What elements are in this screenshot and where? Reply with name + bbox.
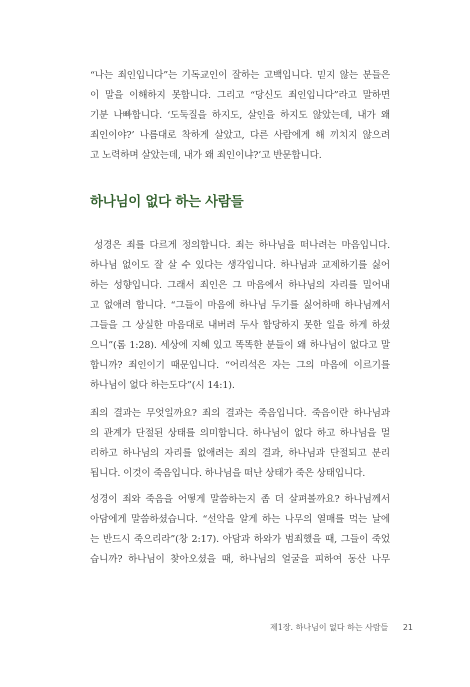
running-footer xyxy=(270,622,414,633)
text-line: 하는 성향입니다. 그래서 죄인은 그 마음에서 하나님의 자리를 밀어내 xyxy=(90,280,390,291)
paragraph-2 xyxy=(90,236,390,396)
text-line: 됩니다. 이것이 죽음입니다. 하나님을 떠난 상태가 죽은 상태입니다. xyxy=(90,468,366,479)
paragraph-1 xyxy=(90,66,390,166)
text-line: 으니”(롬 1:28). 세상에 지혜 있고 똑똑한 분들이 왜 하나님이 없다고 말 xyxy=(90,340,390,351)
text-line: 리하고 하나님의 자리를 없애려는 죄의 결과, 하나님과 단절되고 분리 xyxy=(90,448,390,459)
text-line: 고 없애려 합니다. “그들이 마음에 하나님 두기를 싫어하매 하나님께서 xyxy=(90,300,390,311)
text-line: 죄인이야?’ 나름대로 착하게 살았고, 다른 사람에게 해 끼치지 않으려 xyxy=(90,130,390,141)
paragraph-3 xyxy=(90,404,390,484)
footer-chapter-title: 제1장. 하나님이 없다 하는 사람들 xyxy=(270,623,389,632)
page-number: 21 xyxy=(402,623,414,632)
text-line: 성경은 죄를 다르게 정의합니다. 죄는 하나님을 떠나려는 마음입니다. xyxy=(94,240,390,251)
text-line: 아담에게 말씀하셨습니다. “선악을 알게 하는 나무의 열매를 먹는 날에 xyxy=(90,514,390,525)
text-line: 이 말을 이해하지 못합니다. 그리고 “당신도 죄인입니다”라고 말하면 xyxy=(90,90,390,101)
text-line: 고 노력하며 살았는데, 내가 왜 죄인이냐?’고 반문합니다. xyxy=(90,150,322,161)
text-line: 합니까? 죄인이기 때문입니다. “어리석은 자는 그의 마음에 이르기를 xyxy=(90,360,390,371)
text-line: 는 반드시 죽으리라”(창 2:17). 아담과 하와가 범죄했을 때, 그들이 죽었 xyxy=(90,534,390,545)
text-line: 죄의 결과는 무엇일까요? 죄의 결과는 죽음입니다. 죽음이란 하나님과 xyxy=(90,408,390,419)
section-heading: 하나님이 없다 하는 사람들 xyxy=(90,194,244,210)
text-line: 성경이 죄와 죽음을 어떻게 말씀하는지 좀 더 살펴볼까요? 하나님께서 xyxy=(90,494,390,505)
paragraph-4 xyxy=(90,490,390,570)
text-line: 그들을 그 상실한 마음대로 내버려 두사 합당하지 못한 일을 하게 하셨 xyxy=(90,320,390,331)
text-line: 하나님 없이도 잘 살 수 있다는 생각입니다. 하나님과 교제하기를 싫어 xyxy=(90,260,390,271)
text-line: 기분 나빠합니다. ‘도둑질을 하지도, 살인을 하지도 않았는데, 내가 왜 xyxy=(90,110,390,121)
text-line: 하나님이 없다 하는도다”(시 14:1). xyxy=(90,380,235,391)
text-line: “나는 죄인입니다”는 기독교인이 잘하는 고백입니다. 믿지 않는 분들은 xyxy=(90,70,390,81)
text-line: 의 관계가 단절된 상태를 의미합니다. 하나님이 없다 하고 하나님을 멀 xyxy=(90,428,390,439)
text-line: 습니까? 하나님이 찾아오셨을 때, 하나님의 얼굴을 피하여 동산 나무 xyxy=(90,554,390,565)
